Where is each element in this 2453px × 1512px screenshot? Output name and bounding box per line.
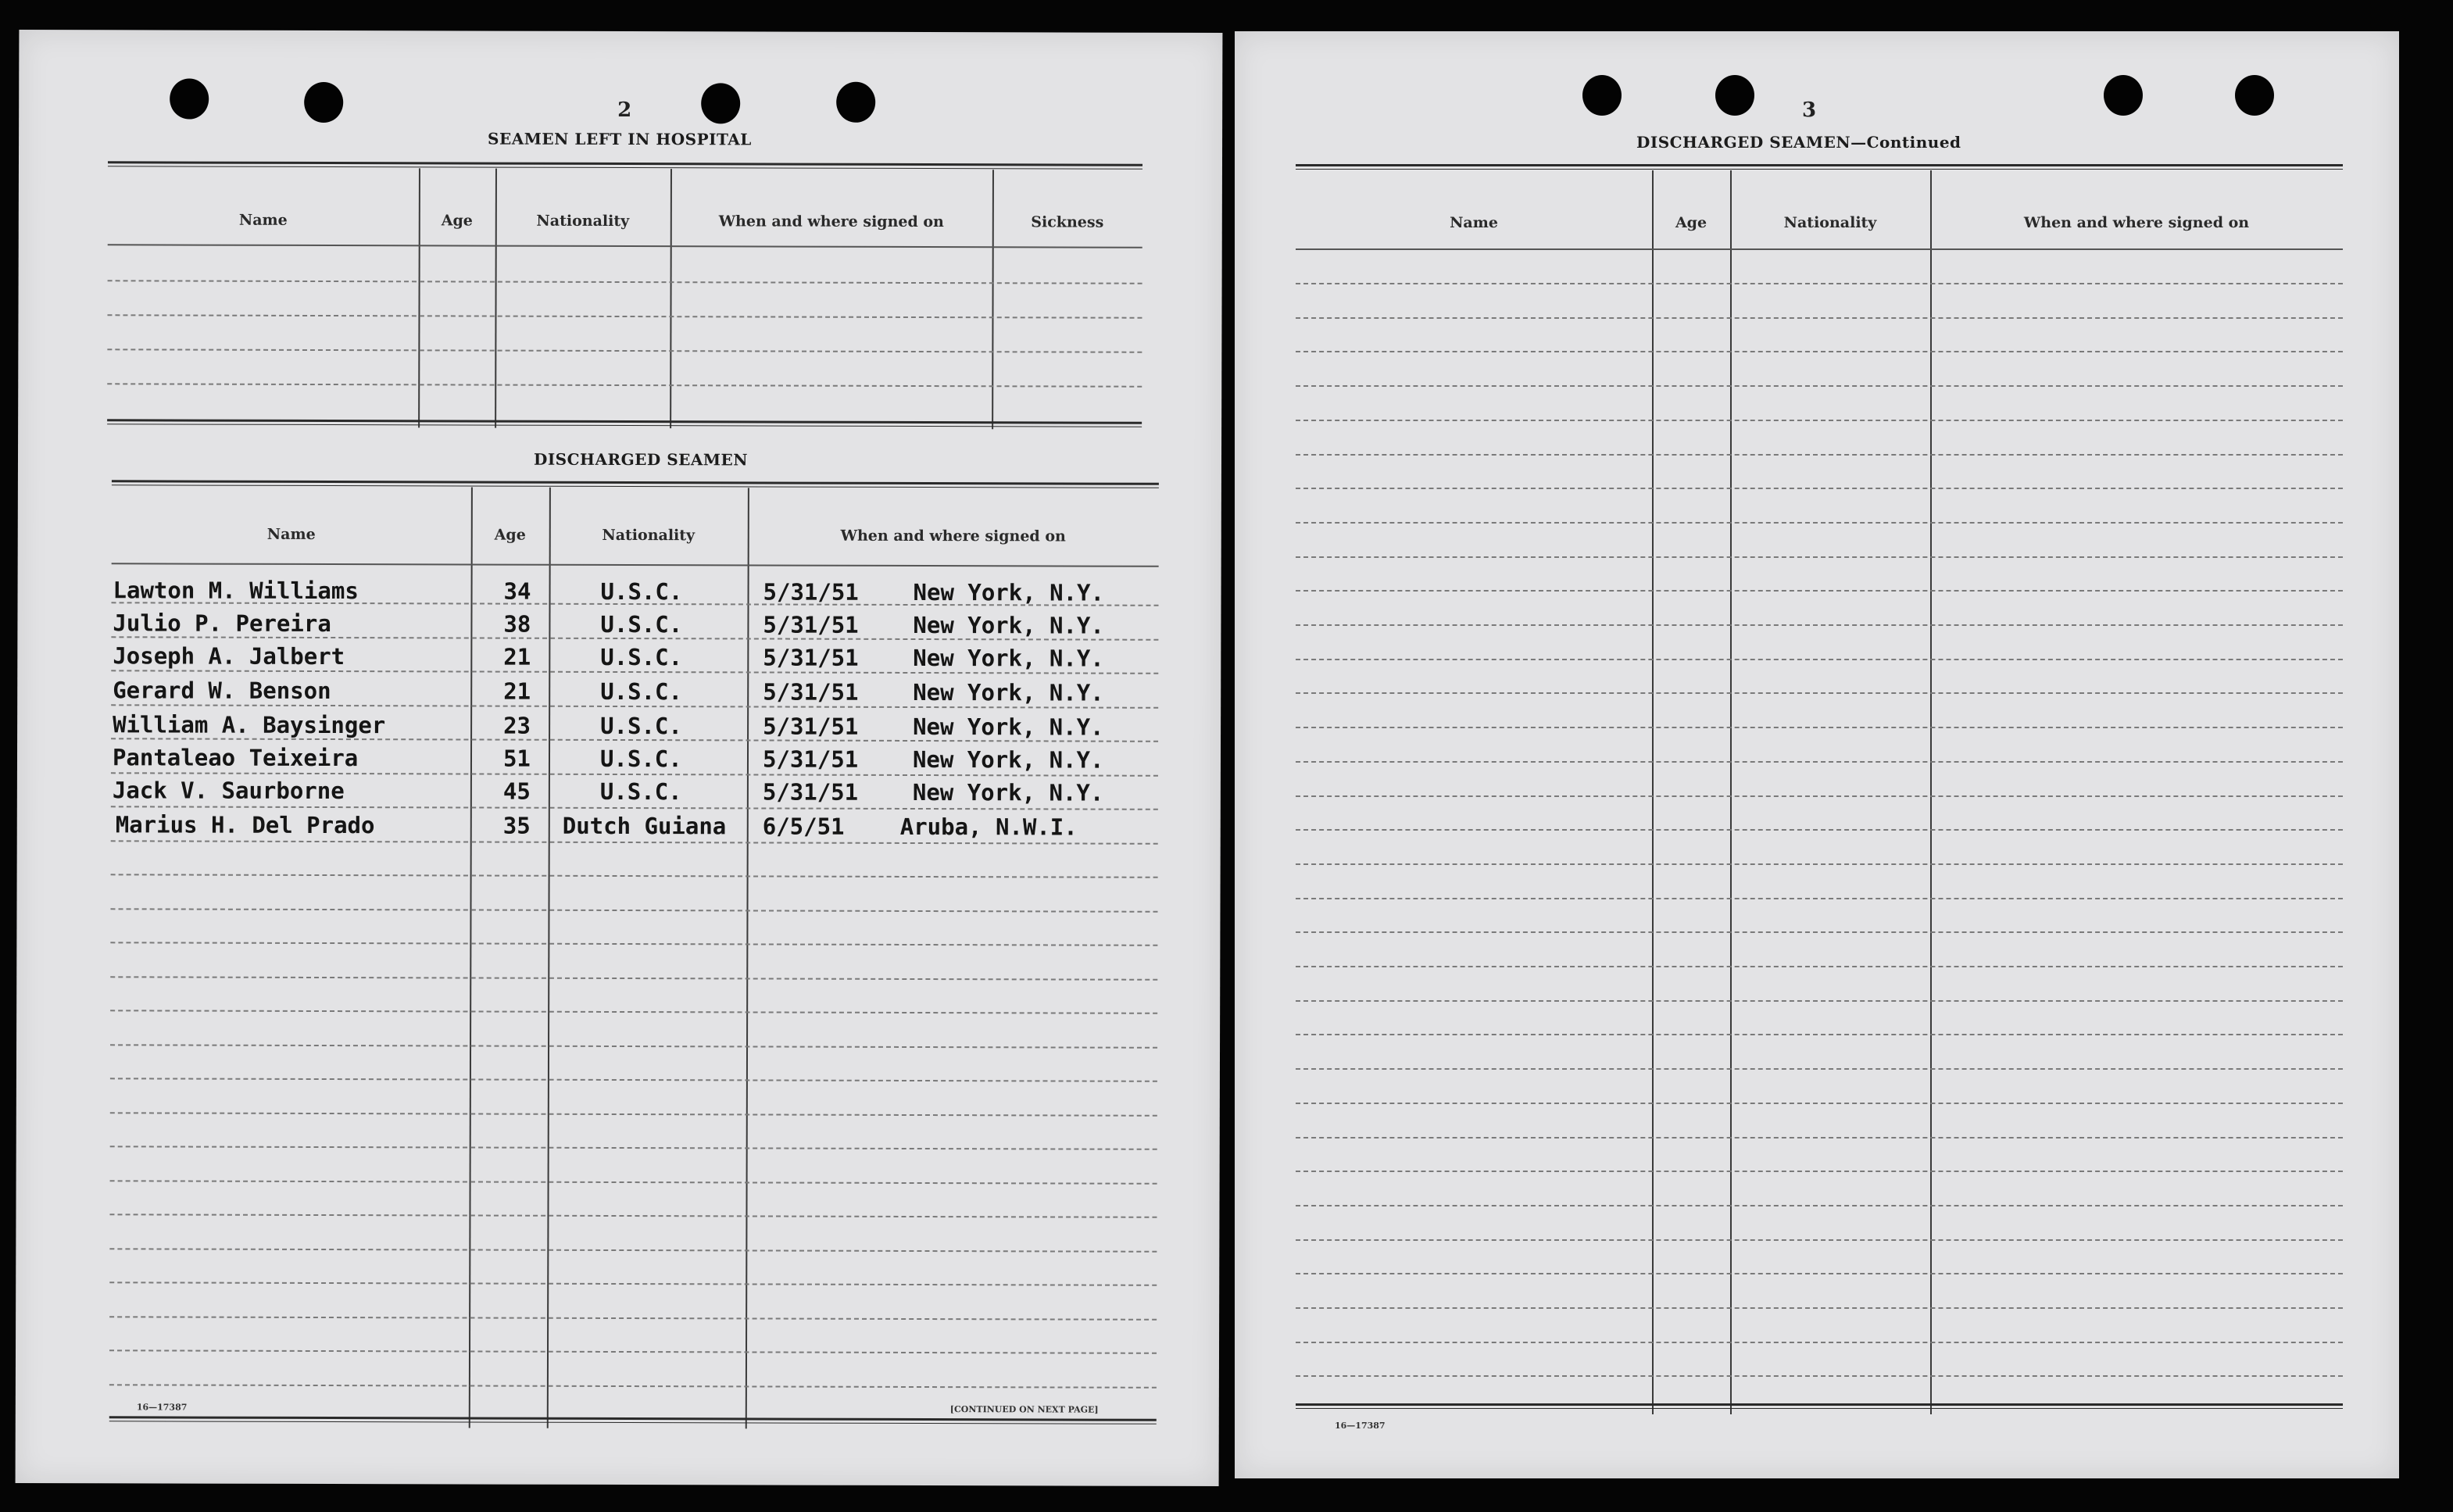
ruled-line bbox=[1296, 454, 2343, 456]
col-nationality-header: Nationality bbox=[1783, 214, 1877, 231]
page-number: 2 bbox=[617, 98, 632, 123]
col-signed-on-header: When and where signed on bbox=[718, 213, 944, 231]
discharged-continued-title: DISCHARGED SEAMEN—Continued bbox=[1636, 133, 1961, 152]
seaman-name: Julio P. Pereira bbox=[113, 609, 331, 638]
signed-on-place: New York, N.Y. bbox=[913, 578, 1105, 606]
col-nationality-header: Nationality bbox=[536, 212, 630, 231]
form-number: 16—17387 bbox=[136, 1402, 188, 1413]
seaman-nationality: U.S.C. bbox=[600, 712, 682, 740]
signed-on-date: 5/31/51 bbox=[762, 745, 859, 773]
ruled-line bbox=[111, 874, 1158, 878]
signed-on-place: New York, N.Y. bbox=[913, 713, 1104, 741]
ruled-line bbox=[1296, 1034, 2343, 1035]
ruled-line bbox=[1296, 317, 2343, 319]
seaman-name: Lawton M. Williams bbox=[113, 577, 359, 605]
punch-hole bbox=[701, 83, 740, 123]
ruled-line bbox=[1296, 692, 2343, 694]
seaman-nationality: Dutch Guiana bbox=[562, 812, 727, 840]
signed-on-date: 5/31/51 bbox=[763, 611, 859, 638]
seaman-name: Joseph A. Jalbert bbox=[113, 642, 345, 670]
col-name-header: Name bbox=[238, 211, 288, 229]
punch-hole bbox=[1582, 75, 1622, 116]
ruled-line bbox=[1296, 385, 2343, 387]
ruled-line bbox=[109, 1349, 1157, 1354]
ruled-line bbox=[110, 1010, 1157, 1014]
seaman-age: 45 bbox=[502, 777, 531, 805]
ruled-line bbox=[1296, 1342, 2343, 1343]
ruled-line bbox=[1296, 488, 2343, 489]
punch-hole bbox=[304, 82, 343, 123]
discharged-section-title: DISCHARGED SEAMEN bbox=[533, 449, 749, 470]
ruled-line bbox=[1296, 1273, 2343, 1274]
punch-hole bbox=[1715, 75, 1754, 116]
col-age-header: Age bbox=[441, 212, 473, 230]
ruled-line bbox=[1296, 624, 2343, 626]
punch-hole bbox=[836, 82, 875, 123]
signed-on-place: New York, N.Y. bbox=[912, 745, 1104, 774]
ruled-line bbox=[1296, 727, 2343, 728]
ruled-line bbox=[109, 1248, 1157, 1253]
hospital-section-title: SEAMEN LEFT IN HOSPITAL bbox=[488, 129, 752, 149]
ruled-line bbox=[1296, 898, 2343, 899]
ruled-line bbox=[110, 1044, 1157, 1049]
signed-on-place: New York, N.Y. bbox=[912, 778, 1104, 806]
ruled-line bbox=[1296, 1103, 2343, 1104]
signed-on-date: 5/31/51 bbox=[763, 578, 859, 606]
signed-on-place: New York, N.Y. bbox=[913, 644, 1104, 672]
signed-on-date: 5/31/51 bbox=[763, 644, 859, 671]
seaman-nationality: U.S.C. bbox=[600, 643, 683, 671]
ruled-line bbox=[110, 1146, 1157, 1150]
ruled-line bbox=[109, 1281, 1157, 1286]
ruled-line bbox=[111, 840, 1158, 845]
page-number: 3 bbox=[1802, 98, 1817, 122]
seaman-nationality: U.S.C. bbox=[600, 610, 683, 638]
ruled-line bbox=[1296, 1307, 2343, 1309]
punch-hole bbox=[2104, 75, 2143, 116]
ruled-line bbox=[1296, 590, 2343, 592]
ruled-line bbox=[110, 908, 1157, 913]
seaman-age: 35 bbox=[502, 812, 531, 839]
form-number: 16—17387 bbox=[1335, 1421, 1386, 1431]
ruled-line bbox=[110, 942, 1157, 946]
ruled-line bbox=[110, 1112, 1157, 1117]
ruled-line bbox=[110, 1078, 1157, 1082]
seaman-age: 23 bbox=[503, 712, 531, 739]
signed-on-place: New York, N.Y. bbox=[913, 611, 1104, 639]
ruled-line bbox=[1296, 1239, 2343, 1241]
ruled-line bbox=[111, 806, 1158, 810]
seaman-name: Gerard W. Benson bbox=[113, 677, 331, 705]
signed-on-place: New York, N.Y. bbox=[913, 678, 1104, 706]
ruled-line bbox=[110, 1180, 1157, 1185]
seaman-nationality: U.S.C. bbox=[599, 777, 682, 806]
ruled-line bbox=[1296, 761, 2343, 763]
right-page bbox=[1235, 31, 2399, 1478]
seaman-age: 51 bbox=[502, 745, 531, 772]
ruled-line bbox=[1296, 420, 2343, 421]
signed-on-date: 5/31/51 bbox=[762, 778, 859, 806]
seaman-name: Jack V. Saurborne bbox=[112, 777, 345, 805]
left-page bbox=[16, 30, 1223, 1486]
ruled-line bbox=[1296, 1137, 2343, 1138]
ruled-line bbox=[109, 1316, 1157, 1321]
ruled-line bbox=[109, 1214, 1157, 1218]
ruled-line bbox=[1296, 931, 2343, 933]
seaman-age: 21 bbox=[503, 677, 531, 705]
ruled-line bbox=[1296, 283, 2343, 284]
discharged-table bbox=[109, 480, 1159, 1430]
seaman-nationality: U.S.C. bbox=[600, 577, 683, 606]
col-name-header: Name bbox=[266, 525, 316, 543]
hospital-table bbox=[107, 161, 1142, 429]
ruled-line bbox=[1296, 829, 2343, 831]
seaman-nationality: U.S.C. bbox=[600, 677, 683, 706]
seaman-nationality: U.S.C. bbox=[599, 745, 682, 773]
signed-on-date: 6/5/51 bbox=[762, 813, 845, 840]
signed-on-date: 5/31/51 bbox=[763, 713, 859, 740]
col-signed-on-header: When and where signed on bbox=[2023, 214, 2250, 231]
ruled-line bbox=[1296, 1068, 2343, 1070]
ruled-line bbox=[1296, 522, 2343, 524]
seaman-name: Marius H. Del Prado bbox=[115, 811, 375, 839]
ruled-line bbox=[1296, 1000, 2343, 1002]
seaman-age: 21 bbox=[503, 643, 531, 670]
signed-on-date: 5/31/51 bbox=[763, 678, 859, 706]
punch-hole bbox=[170, 78, 209, 119]
col-age-header: Age bbox=[1675, 214, 1707, 231]
ruled-line bbox=[1296, 1171, 2343, 1172]
ruled-line bbox=[1296, 659, 2343, 660]
signed-on-place: Aruba, N.W.I. bbox=[899, 813, 1078, 841]
col-name-header: Name bbox=[1450, 214, 1498, 231]
seaman-age: 34 bbox=[503, 577, 531, 605]
ruled-line bbox=[1296, 1205, 2343, 1206]
ruled-line bbox=[1296, 966, 2343, 967]
seaman-age: 38 bbox=[503, 610, 531, 638]
continued-note: [CONTINUED ON NEXT PAGE] bbox=[949, 1404, 1099, 1415]
ruled-line bbox=[110, 976, 1157, 981]
ruled-line bbox=[1296, 795, 2343, 797]
punch-hole bbox=[2235, 75, 2274, 116]
discharged-continued-table bbox=[1296, 164, 2343, 1414]
seaman-name: Pantaleao Teixeira bbox=[112, 744, 359, 772]
seaman-name: William A. Baysinger bbox=[113, 711, 386, 739]
ruled-line bbox=[1296, 1375, 2343, 1377]
ruled-line bbox=[1296, 556, 2343, 558]
col-nationality-header: Nationality bbox=[602, 526, 695, 545]
ruled-line bbox=[1296, 351, 2343, 352]
ruled-line bbox=[1296, 863, 2343, 865]
col-sickness-header: Sickness bbox=[1031, 213, 1104, 231]
col-signed-on-header: When and where signed on bbox=[840, 527, 1066, 545]
col-age-header: Age bbox=[494, 526, 526, 544]
ruled-line bbox=[109, 1384, 1157, 1389]
